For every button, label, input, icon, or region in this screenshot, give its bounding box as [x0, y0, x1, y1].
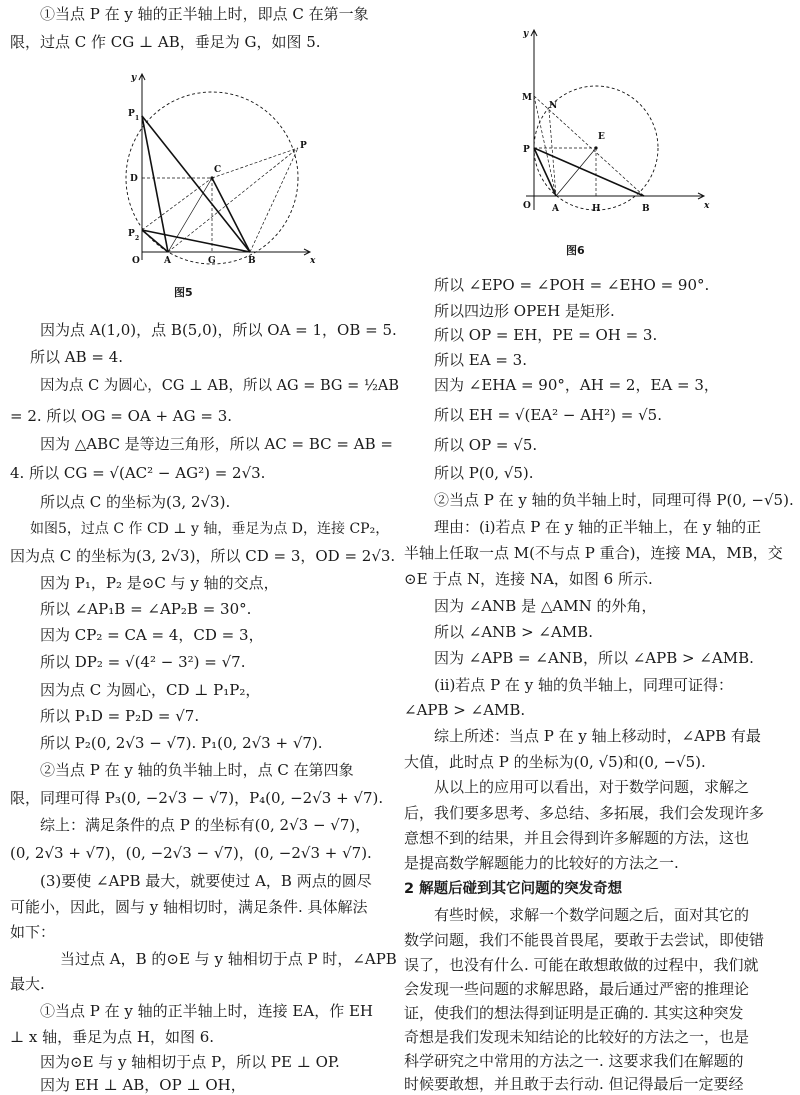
- text-line: 半轴上任取一点 M(不与点 P 重合)，连接 MA，MB，交: [404, 544, 783, 562]
- text-line: 意想不到的结果，并且会得到许多解题的方法，这也: [404, 829, 750, 847]
- figure-5: [120, 66, 320, 266]
- label-o: O: [523, 201, 531, 211]
- text-line: 因为 ∠EHA = 90°，AH = 2，EA = 3，: [434, 376, 719, 394]
- text-line: 因为 ∠ANB 是 △AMN 的外角，: [434, 597, 657, 615]
- figure-6-caption: 图6: [566, 244, 585, 257]
- text-line: 后，我们要多思考、多总结、多拓展，我们会发现许多: [404, 804, 765, 822]
- label-p: P: [300, 141, 307, 151]
- text-line: 误了，也没有什么. 可能在敢想敢做的过程中，我们就: [404, 956, 759, 974]
- text-line: ∠APB > ∠AMB.: [404, 701, 526, 719]
- text-line: 会发现一些问题的求解思路，最后通过严密的推理论: [404, 980, 750, 998]
- text-line: 从以上的应用可以看出，对于数学问题，求解之: [434, 778, 750, 796]
- text-line: 因为点 C 为圆心，CG ⊥ AB，所以 AG = BG = ½AB: [40, 378, 400, 394]
- text-line: 所以 DP₂ = √(4² − 3²) = √7.: [40, 653, 246, 671]
- text-line: 当过点 A，B 的⊙E 与 y 轴相切于点 P 时，∠APB: [60, 950, 397, 968]
- segment-p1b: [142, 116, 250, 252]
- text-line: 所以 OP = EH，PE = OH = 3.: [434, 326, 658, 344]
- text-line: 所以 ∠ANB > ∠AMB.: [434, 623, 593, 641]
- text-line: ①当点 P 在 y 轴的正半轴上时，连接 EA，作 EH: [40, 1002, 373, 1020]
- text-line: 因为 P₁，P₂ 是⊙C 与 y 轴的交点，: [40, 574, 279, 592]
- center-c: [210, 176, 213, 179]
- label-x: x: [704, 201, 710, 211]
- label-p2-sub: 2: [135, 235, 140, 242]
- text-line: 是提高数学解题能力的比较好的方法之一.: [404, 854, 679, 872]
- label-e: E: [598, 132, 605, 142]
- text-line: 因为⊙E 与 y 轴相切于点 P，所以 PE ⊥ OP.: [40, 1053, 340, 1071]
- label-n: N: [549, 101, 558, 111]
- text-line: 证，使我们的想法得到证明是正确的. 其实这种突发: [404, 1004, 744, 1022]
- text-line: 最大.: [10, 975, 45, 993]
- segment-pb: [250, 148, 298, 252]
- section-heading: 2 解题后碰到其它问题的突发奇想: [404, 881, 623, 897]
- segment-pa: [168, 148, 298, 252]
- text-line: 如图5，过点 C 作 CD ⊥ y 轴，垂足为点 D，连接 CP₂，: [30, 521, 390, 537]
- text-line: ②当点 P 在 y 轴的负半轴上时，同理可得 P(0, −√5).: [434, 491, 794, 509]
- text-line: 限，同理可得 P₃(0, −2√3 − √7)，P₄(0, −2√3 + √7).: [10, 789, 384, 807]
- text-line: 所以 ∠EPO = ∠POH = ∠EHO = 90°.: [434, 276, 710, 294]
- segment-cb: [212, 178, 250, 252]
- text-line: 因为 ∠APB = ∠ANB，所以 ∠APB > ∠AMB.: [434, 649, 754, 667]
- text-line: 奇想是我们发现未知结论的比较好的方法之一，也是: [404, 1028, 750, 1046]
- text-line: 所以 EA = 3.: [434, 351, 527, 369]
- text-line: 有些时候，求解一个数学问题之后，面对其它的: [434, 906, 750, 924]
- text-line: 所以 ∠AP₁B = ∠AP₂B = 30°.: [40, 600, 252, 618]
- text-line: ①当点 P 在 y 轴的正半轴上时，即点 C 在第一象: [40, 5, 369, 23]
- label-c: C: [214, 165, 222, 175]
- text-line: 时候要敢想，并且敢于去行动. 但记得最后一定要经: [404, 1075, 744, 1093]
- text-line: = 2. 所以 OG = OA + AG = 3.: [10, 407, 233, 425]
- text-line: 因为点 A(1,0)，点 B(5,0)，所以 OA = 1，OB = 5.: [40, 321, 397, 339]
- text-line: (0, 2√3 + √7)，(0, −2√3 − √7)，(0, −2√3 + √7).: [10, 844, 372, 862]
- text-line: 综上所述：当点 P 在 y 轴上移动时，∠APB 有最: [434, 727, 761, 745]
- label-d: D: [130, 174, 138, 184]
- text-line: 所以点 C 的坐标为(3, 2√3).: [40, 493, 231, 511]
- segment-ac: [168, 178, 212, 252]
- label-h: H: [592, 204, 601, 214]
- text-line: 综上：满足条件的点 P 的坐标有(0, 2√3 − √7)，: [40, 816, 371, 834]
- center-e: [594, 146, 597, 149]
- label-p2: P: [128, 229, 135, 239]
- text-line: 所以 P₁D = P₂D = √7.: [40, 707, 200, 725]
- text-line: ②当点 P 在 y 轴的负半轴上时，点 C 在第四象: [40, 761, 354, 779]
- text-line: ⊥ x 轴，垂足为点 H，如图 6.: [10, 1028, 215, 1046]
- text-line: 所以 OP = √5.: [434, 436, 538, 454]
- text-line: 所以 P(0, √5).: [434, 464, 534, 482]
- text-line: 因为点 C 为圆心，CD ⊥ P₁P₂，: [40, 681, 261, 699]
- segment-ma: [534, 96, 556, 196]
- text-line: (3)要使 ∠APB 最大，就要使过 A，B 两点的圆尽: [40, 872, 372, 890]
- text-line: 所以 EH = √(EA² − AH²) = √5.: [434, 406, 662, 424]
- segment-mb: [534, 96, 644, 196]
- label-p: P: [523, 145, 530, 155]
- text-line: 科学研究之中常用的方法之一. 这要求我们在解题的: [404, 1052, 744, 1070]
- text-line: 限，过点 C 作 CG ⊥ AB，垂足为 G，如图 5.: [10, 33, 321, 51]
- text-line: 可能小，因此，圆与 y 轴相切时，满足条件. 具体解法: [10, 898, 368, 916]
- text-line: 数学问题，我们不能畏首畏尾，要敢于去尝试，即使错: [404, 931, 765, 949]
- label-a: A: [552, 204, 559, 214]
- text-line: 因为点 C 的坐标为(3, 2√3)，所以 CD = 3，OD = 2√3.: [10, 547, 396, 565]
- text-line: 因为 EH ⊥ AB，OP ⊥ OH，: [40, 1076, 246, 1094]
- segment-p2c: [142, 178, 212, 230]
- text-line: 4. 所以 CG = √(AC² − AG²) = 2√3.: [10, 464, 266, 482]
- text-line: 所以 P₂(0, 2√3 − √7). P₁(0, 2√3 + √7).: [40, 734, 323, 752]
- label-g: G: [208, 256, 216, 266]
- label-x: x: [310, 256, 316, 266]
- figure-6: [496, 22, 726, 222]
- label-a: A: [164, 256, 171, 266]
- segment-p2b: [142, 230, 250, 252]
- label-o: O: [132, 256, 140, 266]
- text-line: 如下：: [10, 923, 56, 941]
- label-m: M: [522, 93, 532, 103]
- label-y: y: [523, 29, 529, 39]
- text-line: 理由：(i)若点 P 在 y 轴的正半轴上，在 y 轴的正: [434, 518, 762, 536]
- label-b: B: [642, 204, 650, 214]
- figure-5-caption: 图5: [174, 286, 193, 299]
- label-b: B: [248, 256, 256, 266]
- segment-pc: [212, 148, 298, 178]
- label-p1: P: [128, 109, 135, 119]
- text-line: (ii)若点 P 在 y 轴的负半轴上，同理可证得：: [434, 676, 733, 694]
- text-line: 所以 AB = 4.: [30, 348, 124, 366]
- text-line: 大值，此时点 P 的坐标为(0, √5)和(0, −√5).: [404, 753, 706, 771]
- text-line: 所以四边形 OPEH 是矩形.: [434, 302, 615, 320]
- text-line: ⊙E 于点 N，连接 NA，如图 6 所示.: [404, 570, 653, 588]
- label-y: y: [131, 73, 137, 83]
- text-line: 因为 CP₂ = CA = 4，CD = 3，: [40, 626, 264, 644]
- label-p1-sub: 1: [135, 115, 140, 122]
- text-line: 因为 △ABC 是等边三角形，所以 AC = BC = AB =: [40, 435, 393, 453]
